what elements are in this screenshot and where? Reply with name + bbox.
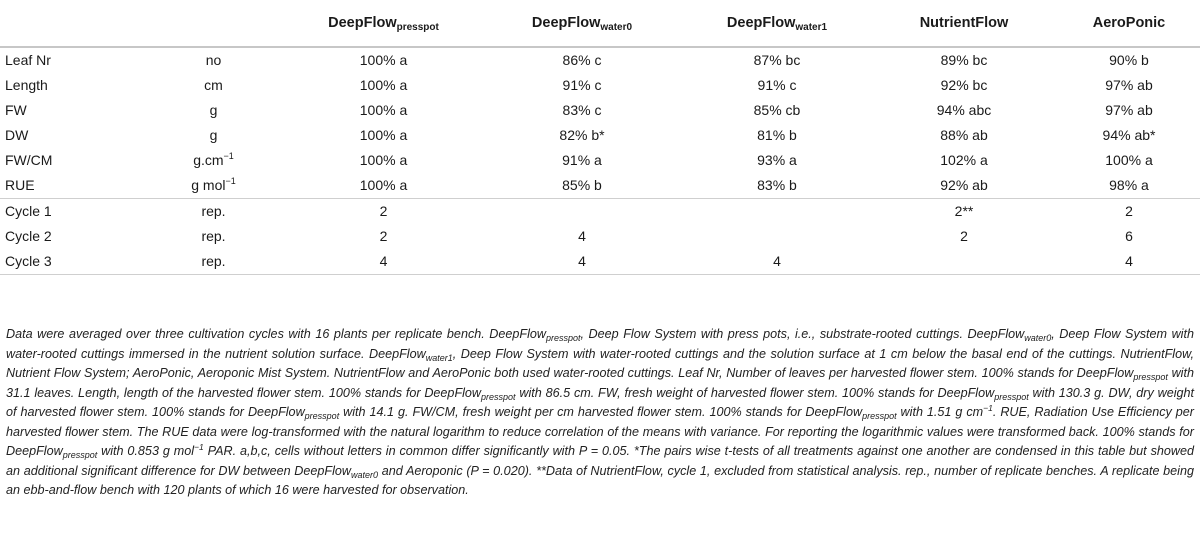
footnote-text: , Deep Flow System with press pots, i.e., substrate-rooted cuttings. DeepFlow	[580, 327, 1025, 341]
trait-unit: g mol$^{-1}$	[191, 176, 236, 193]
trait-unit: g	[209, 102, 218, 118]
footnote-subscript: presspot	[862, 411, 897, 421]
value-cell: 91% c	[562, 77, 602, 93]
value-cell: 89% bc	[875, 47, 1053, 73]
footnote-text: . RUE, Radiation Use Efficiency per harvested flower stem. The RUE data were log-transformed with the natural logarithm to reduce correlation of the means with variance. For reporting the logarithmic values were transformed back. 100% stands for DeepFlow	[6, 405, 1194, 458]
value-cell: 100% a	[359, 77, 408, 93]
footnote-text: Data were averaged over three cultivation cycles with 16 plants per replicate bench. DeepFlow	[6, 327, 546, 341]
trait-unit: g	[209, 127, 218, 143]
footnote-superscript: −1	[983, 403, 993, 413]
footnote-subscript: presspot	[1133, 372, 1168, 382]
header-row	[0, 0, 1200, 47]
footnote-subscript: presspot	[545, 333, 581, 343]
value-cell: 4	[578, 228, 586, 244]
header-nutrientflow: NutrientFlow	[919, 15, 1009, 31]
footnote-text: with 86.5 cm. FW, fresh weight of harvested flower stem. 100% stands for DeepFlow	[515, 385, 995, 400]
footnote-subscript: presspot	[304, 411, 340, 421]
footnote-subscript: water0	[351, 469, 379, 480]
table-row	[0, 173, 1200, 199]
value-cell: 2	[379, 228, 388, 244]
header-aeroponic: AeroPonic	[1092, 15, 1166, 31]
header-deepflow-water0: DeepFlow$_{water0}$	[531, 15, 633, 33]
footnote-superscript: −1	[194, 442, 204, 452]
footnote-text: and Aeroponic (P = 0.020). **Data of NutrientFlow, cycle 1, excluded from statistical analysis. rep., number of replicate benches. A replicate being an ebb-and-flow bench with 120 plants of which 16 were harvested for observation.	[6, 463, 1194, 497]
value-cell: 94% abc	[936, 102, 992, 118]
table-row	[0, 123, 1200, 148]
value-cell: 2	[282, 199, 485, 225]
value-cell: 4	[679, 249, 875, 275]
value-cell: 81% b	[757, 127, 797, 143]
footnote-subscript: presspot	[62, 450, 98, 460]
value-cell	[679, 224, 875, 249]
table-row	[0, 249, 1200, 275]
trait-unit: cm	[204, 77, 223, 93]
footnote-subscript: presspot	[481, 391, 516, 402]
value-cell: 85% b	[562, 177, 602, 193]
header-deepflow-water1: DeepFlow$_{water1}$	[726, 15, 828, 33]
value-cell: 94% ab*	[1102, 127, 1156, 143]
trait-name: RUE	[5, 177, 35, 193]
table-row	[0, 148, 1200, 173]
footnote-text: PAR. a,b,c, cells without letters in common differ significantly with P = 0.05. *The pairs wise t-tests of all treatments against one another are condensed in this table but showed an additional significant difference for DW between DeepFlow	[6, 444, 1194, 478]
footnote-text: with 14.1 g. FW/CM, fresh weight per cm harvested flower stem. 100% stands for DeepFlow	[339, 405, 863, 419]
trait-name: DW	[5, 127, 29, 143]
footnote-text: , Deep Flow System with water-rooted cuttings and the solution surface at 1 cm below the basal end of the cuttings. NutrientFlow, Nutrient Flow System; AeroPonic, Aeroponic Mist System. NutrientFlow and AeroPonic both used water-rooted cuttings. Leaf Nr, Number of leaves per harvested flower stem. 100% stands for DeepFlow	[6, 346, 1194, 380]
trait-name: FW	[5, 102, 27, 118]
value-cell: 88% ab	[940, 127, 988, 143]
value-cell: 90% b	[1053, 47, 1200, 73]
value-cell: 4	[282, 249, 485, 275]
footnote-subscript: presspot	[994, 391, 1029, 402]
table-row	[0, 73, 1200, 98]
value-cell: 92% bc	[940, 77, 988, 93]
cycle-rows	[0, 199, 1200, 275]
value-cell: 83% b	[757, 177, 797, 193]
value-cell	[679, 199, 875, 225]
value-cell: 2	[960, 228, 968, 244]
cycle-unit: rep.	[145, 199, 282, 225]
footnote-subscript: water0	[1024, 333, 1052, 343]
value-cell: 97% ab	[1105, 102, 1153, 118]
value-cell: 4	[1053, 249, 1200, 275]
value-cell: 91% a	[562, 152, 602, 168]
value-cell: 86% c	[485, 47, 679, 73]
value-cell: 2	[1053, 199, 1200, 225]
results-table	[0, 0, 1200, 275]
value-cell: 6	[1125, 228, 1133, 244]
value-cell: 100% a	[359, 152, 408, 168]
value-cell: 97% ab	[1105, 77, 1153, 93]
cycle-name: Cycle 1	[0, 199, 145, 225]
table-row	[0, 98, 1200, 123]
trait-unit: no	[145, 47, 282, 73]
value-cell: 82% b*	[559, 127, 605, 143]
value-cell: 100% a	[359, 102, 408, 118]
table-row	[0, 224, 1200, 249]
footnote-text: , Deep Flow System with water-rooted cuttings immersed in the nutrient solution surface. DeepFlow	[6, 327, 1194, 361]
header-cell-trait	[0, 0, 145, 47]
value-cell: 100% a	[282, 47, 485, 73]
trait-name: Leaf Nr	[0, 47, 145, 73]
cycle-unit: rep.	[201, 228, 226, 244]
trait-name: Length	[5, 77, 48, 93]
value-cell: 100% a	[359, 127, 408, 143]
trait-unit: $g.cm^{-1}$	[193, 151, 234, 168]
value-cell: 98% a	[1109, 177, 1149, 193]
value-cell	[875, 249, 1053, 275]
header-cell-unit	[145, 0, 282, 47]
value-cell: 93% a	[757, 152, 797, 168]
trait-name: FW/CM	[5, 152, 53, 168]
value-cell: 4	[485, 249, 679, 275]
cycle-name: Cycle 3	[0, 249, 145, 275]
cycle-unit: rep.	[145, 249, 282, 275]
value-cell	[485, 199, 679, 225]
table-footnote	[6, 325, 1194, 501]
value-cell: 92% ab	[940, 177, 988, 193]
table-row	[0, 47, 1200, 73]
footnote-text: with 130.3 g. DW, dry weight of harvested flower stem. 100% stands for DeepFlow	[6, 385, 1194, 419]
value-cell: 85% cb	[753, 102, 801, 118]
value-cell: 100% a	[359, 177, 408, 193]
header-deepflow-presspot: DeepFlow$_{presspot}$	[328, 15, 439, 33]
cycle-name: Cycle 2	[5, 228, 52, 244]
footnote-text: with 31.1 leaves. Length, length of the harvested flower stem. 100% stands for DeepFlow	[6, 366, 1194, 400]
value-cell: 83% c	[562, 102, 602, 118]
value-cell: 100% a	[1105, 152, 1153, 168]
value-cell: 91% c	[757, 77, 797, 93]
value-cell: 2**	[875, 199, 1053, 225]
value-cell: 102% a	[940, 152, 988, 168]
table-row	[0, 199, 1200, 225]
trait-rows	[0, 47, 1200, 199]
footnote-text: with 1.51 g cm	[896, 405, 984, 419]
value-cell: 87% bc	[679, 47, 875, 73]
footnote-text: with 0.853 g mol	[97, 444, 195, 458]
footnote-subscript: water1	[425, 352, 453, 363]
